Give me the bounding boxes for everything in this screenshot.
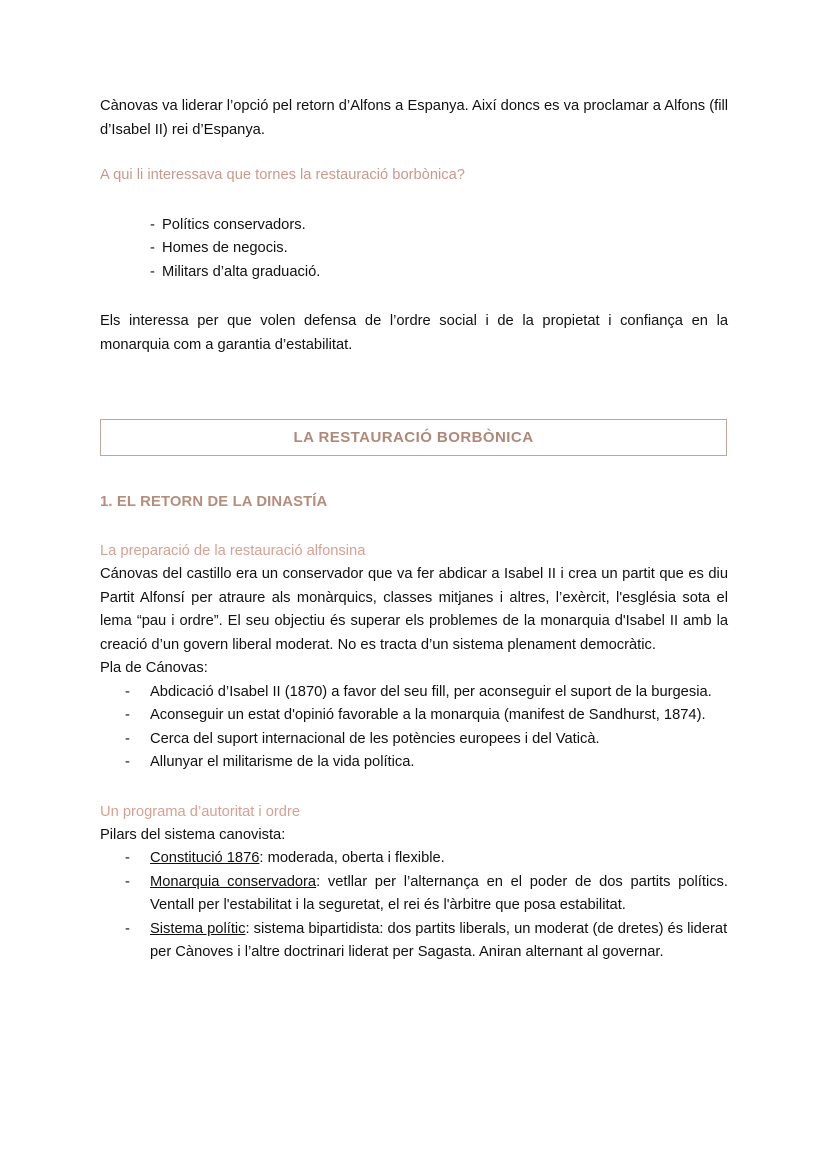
- list-item: - Abdicació d’Isabel II (1870) a favor del seu fill, per aconseguir el suport de la burgesia.: [100, 681, 728, 705]
- subheading-programa: Un programa d’autoritat i ordre: [100, 803, 301, 820]
- pillar-text: : moderada, oberta i flexible.: [259, 850, 445, 866]
- title-box: [100, 419, 727, 456]
- spacer: [100, 456, 728, 494]
- pillar-text: : vetllar per l’alternança en el poder de dos partits polítics. Ventall per l'estabilitat i la seguretat, el rei és l'àrbitre que posa estabilitat.: [150, 873, 728, 913]
- intro-paragraph: Cànovas va liderar l’opció pel retorn d’Alfons a Espanya. Així doncs es va proclamar a Alfons (fill d’Isabel II) rei d’Espanya.: [100, 98, 728, 138]
- spacer: [100, 188, 728, 214]
- question-line: A qui li interessava que tornes la restauració borbònica?: [100, 167, 465, 183]
- list-item: [100, 847, 728, 871]
- list-item: - Allunyar el militarisme de la vida política.: [100, 751, 728, 775]
- pillar-term: Sistema polític: [150, 920, 246, 937]
- spacer: [100, 284, 728, 310]
- pillars-label: Pilars del sistema canovista:: [100, 826, 286, 843]
- pillar-term: Constitució 1876: [150, 850, 260, 866]
- list-item: - Aconseguir un estat d'opinió favorable a la monarquia (manifest de Sandhurst, 1874).: [100, 704, 728, 728]
- plan-label: Pla de Cánovas:: [100, 660, 208, 676]
- spacer: [100, 510, 728, 540]
- interest-list: [100, 214, 728, 285]
- title-box-label: LA RESTAURACIÓ BORBÒNICA: [293, 429, 534, 446]
- pillars-list: [100, 847, 728, 965]
- plan-list: [100, 681, 728, 775]
- subheading-preparacio: La preparació de la restauració alfonsina: [100, 543, 366, 559]
- list-item: - Militars d’alta graduació.: [150, 261, 728, 285]
- pillar-text: : sistema bipartidista: dos partits liberals, un moderat (de dretes) és liderat per Cànoves i l’altre doctrinari liderat per Sagasta. Aniran alternant al governar.: [150, 920, 728, 960]
- spacer: [100, 775, 728, 801]
- paragraph-preparacio: Cánovas del castillo era un conservador que va fer abdicar a Isabel II i crea un partit que es diu Partit Alfonsí per atraure als monàrquics, classes mitjanes i altres, l’exèrcit, l'església sota el lema “pau i ordre”. El seu objectiu és superar els problemes de la monarquia d'Isabel II amb la creació d’un govern liberal moderat. No es tracta d’un sistema plenament democràtic.: [100, 566, 728, 653]
- list-item: - Polítics conservadors.: [150, 214, 728, 238]
- list-item: - Cerca del suport internacional de les potències europees i del Vaticà.: [100, 728, 728, 752]
- pillar-term: Monarquia conservadora: [150, 873, 317, 890]
- list-item: - Homes de negocis.: [150, 237, 728, 261]
- spacer: [100, 357, 728, 419]
- list-item: [100, 918, 728, 965]
- section-heading-1: 1. EL RETORN DE LA DINASTÍA: [100, 494, 328, 510]
- spacer: [100, 142, 728, 164]
- interest-conclusion-paragraph: Els interessa per que volen defensa de l’ordre social i de la propietat i confiança en la monarquia com a garantia d’estabilitat.: [100, 313, 728, 353]
- list-item: [100, 871, 728, 918]
